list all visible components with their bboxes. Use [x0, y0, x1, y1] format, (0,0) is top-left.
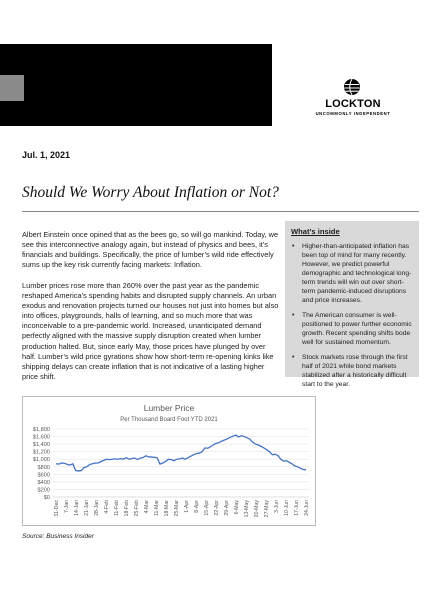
title-divider — [22, 211, 419, 212]
price-series — [56, 435, 306, 471]
x-tick-label: 24-Jun — [304, 500, 310, 516]
y-tick-label: $0 — [43, 495, 50, 501]
x-tick-label: 28-Jan — [94, 500, 100, 516]
bullet-icon: • — [292, 354, 295, 361]
x-tick-label: 22-Apr — [214, 500, 220, 516]
body-paragraph-2: Lumber prices rose more than 260% over the past year as the pandemic reshaped America’s spending habits and disrupted supply channels. An urban exodus and renovation projects turned our houses not just into homes but also into offices, playgrounds, halls of learning, and so much more that was inconceivable to a pre-pandemic world. Increased, unanticipated demand perfectly aligned with the massive supply disruption created when lumber production halted. But, since early May, those prices have plunged by over half. Lumber’s wild price gyrations show how short-term re-opening kinks like shipping delays can create inflation that is not indicative of a lasting higher price shift. — [22, 281, 279, 381]
chart-subtitle: Per Thousand Board Foot YTD 2021 — [120, 417, 218, 423]
bullet-icon: • — [292, 243, 295, 250]
page-title: Should We Worry About Inflation or Not? — [22, 184, 279, 201]
sidebar-item — [291, 353, 413, 389]
x-tick-label: 20-May — [254, 500, 260, 518]
y-tick-label: $1,400 — [32, 442, 50, 449]
header-accent-bar — [0, 75, 24, 101]
source-note: Source: Business Insider — [22, 533, 94, 540]
x-axis-ticks — [54, 500, 310, 518]
x-tick-label: 27-May — [264, 500, 270, 518]
y-tick-label: $1,600 — [32, 434, 50, 441]
publish-date: Jul. 1, 2021 — [22, 150, 71, 160]
x-tick-label: 4-Mar — [144, 500, 150, 514]
brand-tagline: UNCOMMONLY INDEPENDENT — [315, 111, 391, 116]
x-tick-label: 8-Apr — [194, 500, 200, 513]
y-tick-label: $200 — [37, 487, 50, 494]
x-tick-label: 3-Jun — [274, 500, 280, 513]
bullet-icon: • — [292, 312, 295, 319]
y-tick-label: $1,800 — [32, 427, 50, 433]
x-tick-label: 13-May — [244, 500, 250, 518]
x-tick-label: 10-Jun — [284, 500, 290, 516]
x-tick-label: 4-Feb — [104, 500, 110, 514]
x-tick-label: 11-Mar — [154, 500, 160, 517]
lumber-price-chart — [22, 396, 316, 526]
x-tick-label: 18-Mar — [164, 500, 170, 517]
x-tick-label: 14-Jan — [74, 500, 80, 516]
y-tick-label: $1,200 — [32, 449, 50, 456]
y-tick-label: $400 — [37, 479, 50, 486]
chart-title: Lumber Price — [143, 403, 195, 413]
x-tick-label: 15-Apr — [204, 500, 210, 516]
sidebar-title: What’s inside — [291, 227, 340, 236]
brand-logo-text: LOCKTON — [325, 98, 381, 110]
whats-inside-sidebar — [285, 221, 419, 388]
series-line — [56, 435, 306, 471]
x-tick-label: 18-Feb — [124, 500, 130, 517]
y-axis-ticks — [33, 427, 50, 501]
y-tick-label: $600 — [37, 472, 50, 479]
x-tick-label: 29-Apr — [224, 500, 230, 516]
x-tick-label: 7-Jan — [64, 500, 70, 513]
x-tick-label: 31-Dec — [54, 500, 60, 517]
x-tick-label: 25-Feb — [134, 500, 140, 517]
x-tick-label: 11-Feb — [114, 500, 120, 517]
sidebar-item — [291, 311, 413, 347]
body-paragraph-1: Albert Einstein once opined that as the bees go, so will go mankind. Today, we see this interconnective analogy again, but instead of physics and bees, it’s financials and buildings. Specifically, the price of lumber’s wild ride effectively sums up the key risk currently facing markets: Inflation. — [22, 230, 279, 270]
sidebar-item-text: Higher-than-anticipated inflation has been top of mind for many recently. However, we predict powerful demographic and technological long-term trends will win out over short-term pandemic-induced disruptions and price increases. — [302, 243, 412, 304]
chart-canvas — [23, 397, 315, 525]
x-tick-label: 1-Apr — [184, 500, 190, 513]
sidebar-item-text: The American consumer is well-positioned to power further economic growth. Recent spending shifts bode well for sustained momentum. — [302, 312, 412, 346]
globe-icon — [343, 78, 361, 96]
y-tick-label: $800 — [37, 464, 50, 471]
x-tick-label: 25-Mar — [174, 500, 180, 517]
sidebar-item-text: Stock markets rose through the first half of 2021 while bond markets stabilized after a historically difficult start to the year. — [302, 354, 408, 388]
chart-grid — [53, 429, 309, 497]
x-tick-label: 21-Jan — [84, 500, 90, 516]
y-tick-label: $1,000 — [32, 457, 50, 464]
sidebar-list — [291, 242, 413, 389]
sidebar-item — [291, 242, 413, 305]
x-tick-label: 17-Jun — [294, 500, 300, 516]
x-tick-label: 6-May — [234, 500, 240, 515]
